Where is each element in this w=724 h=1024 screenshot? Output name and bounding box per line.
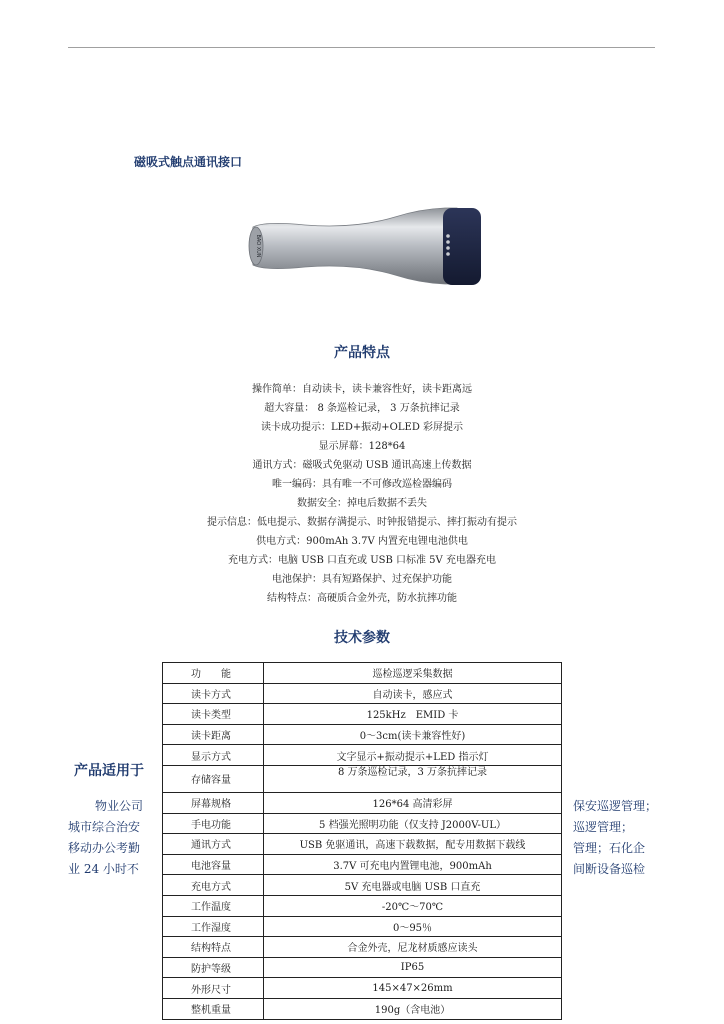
features-title: 产品特点 — [334, 345, 390, 361]
feature-item: 操作简单：自动读卡，读卡兼容性好，读卡距离远 — [252, 384, 472, 395]
device-body — [252, 208, 458, 284]
feature-item: 供电方式：900mAh 3.7V 内置充电锂电池供电 — [256, 536, 468, 547]
spec-row — [163, 875, 562, 896]
feature-item: 提示信息：低电提示、数据存满提示、时钟报错提示、摔打振动有提示 — [207, 517, 517, 528]
applicable-title: 产品适用于 — [74, 763, 144, 779]
applicable-right-text — [573, 796, 659, 880]
spec-label: 读卡距离 — [163, 724, 264, 745]
feature-item: 超大容量： 8 条巡检记录， 3 万条抗摔记录 — [264, 403, 460, 414]
feature-item: 通讯方式：磁吸式免驱动 USB 通讯高速上传数据 — [252, 460, 472, 471]
applicable-left-text — [68, 796, 152, 880]
spec-row — [163, 895, 562, 916]
spec-value: 5 档强光照明功能（仅支持 J2000V-UL） — [264, 813, 562, 834]
spec-value: 巡检巡逻采集数据 — [264, 663, 562, 684]
applicable-line: 间断设备巡检 — [573, 862, 646, 876]
spec-row — [163, 916, 562, 937]
device-contact-pin — [446, 240, 450, 244]
spec-label: 显示方式 — [163, 745, 264, 766]
tech-specs-title: 技术参数 — [334, 630, 390, 646]
feature-item: 读卡成功提示：LED+振动+OLED 彩屏提示 — [260, 422, 464, 433]
spec-value: 5V 充电器或电脑 USB 口直充 — [264, 875, 562, 896]
spec-row — [163, 792, 562, 813]
spec-row — [163, 854, 562, 875]
spec-row — [163, 704, 562, 725]
spec-row — [163, 683, 562, 704]
magnetic-interface-title: 磁吸式触点通讯接口 — [134, 155, 243, 169]
spec-label: 工作温度 — [163, 895, 264, 916]
spec-label: 存储容量 — [163, 765, 264, 792]
spec-label: 外形尺寸 — [163, 978, 264, 999]
applicable-line: 保安巡逻管理； — [573, 799, 658, 813]
spec-row — [163, 998, 562, 1019]
spec-value: 合金外壳，尼龙材质感应读头 — [264, 937, 562, 958]
spec-label: 整机重量 — [163, 998, 264, 1019]
spec-row — [163, 957, 562, 978]
spec-row — [163, 663, 562, 684]
applicable-line: 巡逻管理； — [573, 820, 634, 834]
feature-item: 充电方式：电脑 USB 口直充或 USB 口标准 5V 充电器充电 — [228, 555, 496, 566]
spec-value: 文字显示+振动提示+LED 指示灯 — [264, 745, 562, 766]
spec-value: 3.7V 可充电内置锂电池，900mAh — [264, 854, 562, 875]
device-image — [245, 205, 481, 287]
top-rule — [68, 47, 655, 48]
tech-specs-table — [162, 662, 562, 1020]
spec-label: 读卡方式 — [163, 683, 264, 704]
spec-row — [163, 978, 562, 999]
spec-label: 防护等级 — [163, 957, 264, 978]
spec-label: 充电方式 — [163, 875, 264, 896]
spec-row — [163, 745, 562, 766]
spec-value: IP65 — [264, 957, 562, 978]
feature-item: 唯一编码：具有唯一不可修改巡检器编码 — [272, 479, 452, 490]
spec-label: 通讯方式 — [163, 834, 264, 855]
features-list — [0, 380, 724, 608]
spec-row — [163, 834, 562, 855]
spec-value: 自动读卡，感应式 — [264, 683, 562, 704]
applicable-line: 业 24 小时不 — [68, 862, 139, 876]
device-contact-pin — [446, 246, 450, 250]
spec-value: USB 免驱通讯，高速下载数据，配专用数据下载线 — [264, 834, 562, 855]
spec-label: 电池容量 — [163, 854, 264, 875]
feature-item: 数据安全：掉电后数据不丢失 — [297, 498, 427, 509]
spec-label: 读卡类型 — [163, 704, 264, 725]
spec-value: 125kHz EMID 卡 — [264, 704, 562, 725]
spec-value: 190g（含电池） — [264, 998, 562, 1019]
applicable-line: 移动办公考勤 — [68, 841, 141, 855]
spec-value: 126*64 高清彩屏 — [264, 792, 562, 813]
spec-value: 0～95％ — [264, 916, 562, 937]
spec-value: 145×47×26mm — [264, 978, 562, 999]
spec-label: 功 能 — [163, 663, 264, 684]
device-contact-pin — [446, 252, 450, 256]
spec-value: 0～3cm(读卡兼容性好) — [264, 724, 562, 745]
applicable-line: 管理；石化企 — [573, 841, 646, 855]
applicable-line: 城市综合治安 — [68, 820, 141, 834]
device-brand-text: BAO XUN — [255, 234, 261, 258]
feature-item: 电池保护：具有短路保护、过充保护功能 — [272, 574, 452, 585]
feature-item: 结构特点：高硬质合金外壳，防水抗摔功能 — [267, 593, 457, 604]
applicable-line: 物业公司 — [95, 799, 144, 813]
spec-label: 结构特点 — [163, 937, 264, 958]
spec-value: -20℃～70℃ — [264, 895, 562, 916]
spec-row — [163, 724, 562, 745]
spec-row — [163, 937, 562, 958]
spec-row — [163, 765, 562, 792]
spec-label: 屏幕规格 — [163, 792, 264, 813]
spec-value: 8 万条巡检记录，3 万条抗摔记录 — [264, 765, 562, 792]
spec-label: 工作湿度 — [163, 916, 264, 937]
spec-label: 手电功能 — [163, 813, 264, 834]
feature-item: 显示屏幕：128*64 — [318, 441, 406, 452]
device-contact-pin — [446, 234, 450, 238]
spec-row — [163, 813, 562, 834]
